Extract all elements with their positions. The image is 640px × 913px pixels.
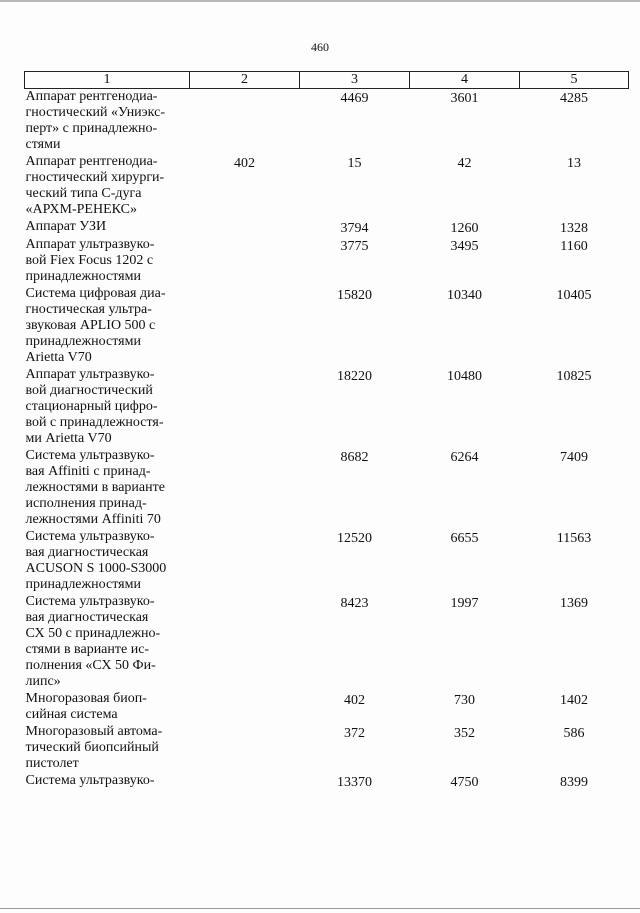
value-cell-c2	[190, 529, 300, 594]
value-cell-c5: 586	[563, 726, 585, 741]
equipment-name-line: Многоразовая биоп-	[25, 691, 147, 706]
equipment-name-line: Аппарат рентгенодиа-	[25, 154, 158, 169]
value-cell-c5: 1369	[560, 596, 588, 611]
value-cell-c2	[190, 237, 300, 286]
equipment-name-line: звуковая APLIO 500 с	[25, 318, 156, 333]
table-row	[25, 448, 629, 529]
equipment-name-line: исполнения принад-	[25, 496, 147, 511]
value-cell-c3: 18220	[337, 369, 372, 384]
equipment-name-line: ACUSON S 1000-S3000	[25, 561, 167, 576]
value-cell-c4: 3601	[450, 91, 479, 106]
equipment-name-cell	[25, 529, 190, 594]
equipment-name-line: пистолет	[25, 756, 79, 771]
equipment-name-line: Система ультразвуко-	[25, 448, 155, 463]
equipment-name-line: ми Arietta V70	[25, 431, 112, 446]
equipment-name-cell	[25, 594, 190, 691]
value-cell-c2	[190, 691, 300, 724]
value-cell-c3: 13370	[337, 775, 372, 790]
equipment-name-line: принадлежностями	[25, 269, 141, 284]
value-cell-c5: 1160	[560, 239, 588, 254]
value-cell-c2	[190, 448, 300, 529]
equipment-name-line: сийная система	[25, 707, 118, 722]
table-body	[25, 89, 629, 792]
value-cell-c4: 352	[454, 726, 475, 741]
value-cell-c3: 372	[344, 726, 365, 741]
equipment-name-cell	[25, 724, 190, 773]
value-cell-c2	[190, 724, 300, 773]
value-cell-c3: 15	[347, 156, 362, 171]
table-row	[25, 89, 629, 155]
equipment-name-cell	[25, 219, 190, 237]
equipment-name-line: Аппарат ультразвуко-	[25, 367, 155, 382]
value-cell-c5: 4285	[560, 91, 588, 106]
table-row	[25, 529, 629, 594]
equipment-name-cell	[25, 237, 190, 286]
value-cell-c4: 1260	[450, 221, 479, 236]
page-bottom-edge	[0, 908, 640, 909]
equipment-name-line: «АРХМ-РЕНЕКС»	[25, 202, 137, 217]
value-cell-c3: 8682	[340, 450, 369, 465]
value-cell-c4: 42	[457, 156, 472, 171]
value-cell-c5: 13	[567, 156, 581, 171]
equipment-name-line: гностический хирурги-	[25, 170, 165, 185]
equipment-name-line: вая диагностическая	[25, 545, 149, 560]
equipment-name-line: вая Affiniti с принад-	[25, 464, 151, 479]
table-row	[25, 691, 629, 724]
equipment-name-line: СХ 50 с принадлежно-	[25, 626, 161, 641]
value-cell-c4: 6655	[450, 531, 479, 546]
column-header-5: 5	[520, 72, 629, 89]
equipment-name-cell	[25, 773, 190, 791]
equipment-name-line: вой диагностический	[25, 383, 153, 398]
value-cell-c4: 6264	[450, 450, 479, 465]
equipment-name-line: стационарный цифро-	[25, 399, 158, 414]
value-cell-c4: 10480	[447, 369, 482, 384]
value-cell-c5: 11563	[556, 531, 592, 546]
value-cell-c2	[190, 89, 300, 155]
value-cell-c4: 1997	[450, 596, 479, 611]
value-cell-c2: 402	[234, 156, 255, 171]
table-header-row	[25, 72, 629, 89]
equipment-name-line: принадлежностями	[25, 577, 141, 592]
equipment-name-line: вой Fiex Focus 1202 с	[25, 253, 154, 268]
value-cell-c5: 10825	[556, 369, 592, 384]
equipment-name-line: стями	[25, 137, 61, 152]
value-cell-c3: 4469	[340, 91, 369, 106]
column-header-1: 1	[25, 72, 190, 89]
equipment-name-line: гностический «Униэкс-	[25, 105, 166, 120]
equipment-name-line: Аппарат ультразвуко-	[25, 237, 155, 252]
value-cell-c4: 3495	[450, 239, 479, 254]
value-cell-c2	[190, 219, 300, 237]
page-top-edge	[0, 0, 640, 2]
value-cell-c2	[190, 773, 300, 791]
equipment-name-line: Многоразовый автома-	[25, 724, 163, 739]
value-cell-c3: 3794	[340, 221, 369, 236]
equipment-name-line: стями в варианте ис-	[25, 642, 150, 657]
equipment-name-line: Аппарат рентгенодиа-	[25, 89, 158, 104]
table-row	[25, 154, 629, 219]
table-row	[25, 219, 629, 237]
equipment-name-cell	[25, 367, 190, 448]
value-cell-c4: 730	[454, 693, 475, 708]
value-cell-c2	[190, 594, 300, 691]
table-row	[25, 724, 629, 773]
equipment-name-line: полнения «СХ 50 Фи-	[25, 658, 156, 673]
value-cell-c3: 3775	[340, 239, 369, 254]
column-header-2: 2	[190, 72, 300, 89]
value-cell-c4: 4750	[450, 775, 479, 790]
value-cell-c5: 10405	[556, 288, 592, 303]
column-header-4: 4	[410, 72, 520, 89]
value-cell-c5: 8399	[560, 775, 588, 790]
equipment-name-line: Система ультразвуко-	[25, 773, 155, 788]
value-cell-c5: 1402	[560, 693, 588, 708]
page-number: 460	[311, 40, 329, 54]
equipment-name-line: Система ультразвуко-	[25, 594, 155, 609]
value-cell-c5: 7409	[560, 450, 588, 465]
equipment-table	[24, 71, 629, 791]
value-cell-c2	[190, 367, 300, 448]
equipment-name-line: гностическая ультра-	[25, 302, 152, 317]
equipment-name-line: Система ультразвуко-	[25, 529, 155, 544]
equipment-name-line: тический биопсийный	[25, 740, 159, 755]
table-row	[25, 367, 629, 448]
equipment-name-cell	[25, 89, 190, 155]
table-row	[25, 286, 629, 367]
table-row	[25, 773, 629, 791]
table-row	[25, 594, 629, 691]
equipment-name-line: вая диагностическая	[25, 610, 149, 625]
value-cell-c3: 402	[344, 693, 365, 708]
table-row	[25, 237, 629, 286]
value-cell-c2	[190, 286, 300, 367]
equipment-name-cell	[25, 154, 190, 219]
equipment-name-line: лежностями в варианте	[25, 480, 165, 495]
equipment-name-cell	[25, 286, 190, 367]
value-cell-c3: 15820	[337, 288, 372, 303]
equipment-name-line: ческий типа С-дуга	[25, 186, 142, 201]
equipment-name-line: Arietta V70	[25, 350, 92, 365]
equipment-name-line: перт» с принадлежно-	[25, 121, 158, 136]
equipment-name-line: Система цифровая диа-	[25, 286, 166, 301]
equipment-name-line: липс»	[25, 674, 61, 689]
equipment-name-line: вой с принадлежностя-	[25, 415, 164, 430]
equipment-name-cell	[25, 691, 190, 724]
column-header-3: 3	[300, 72, 410, 89]
value-cell-c4: 10340	[447, 288, 482, 303]
equipment-name-line: принадлежностями	[25, 334, 141, 349]
value-cell-c5: 1328	[560, 221, 588, 236]
equipment-name-cell	[25, 448, 190, 529]
value-cell-c3: 12520	[337, 531, 372, 546]
equipment-name-line: Аппарат УЗИ	[25, 219, 107, 234]
value-cell-c3: 8423	[340, 596, 369, 611]
equipment-name-line: лежностями Affiniti 70	[25, 512, 161, 527]
